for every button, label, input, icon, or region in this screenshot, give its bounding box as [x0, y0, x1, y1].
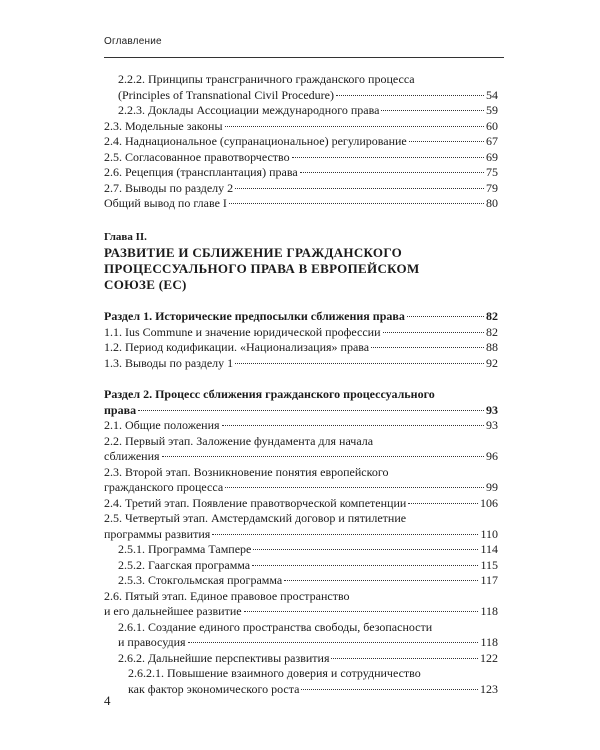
toc-entry: [104, 434, 498, 465]
dot-leader: [383, 332, 485, 333]
toc-entry-text: как фактор экономического роста: [128, 681, 300, 696]
toc-entry-row: [104, 119, 498, 135]
toc-page-number: 118: [480, 604, 498, 618]
spacer: [104, 371, 498, 387]
running-head: Оглавление: [104, 36, 162, 47]
toc-entry-text: 2.6. Пятый этап. Единое правовое пространство: [104, 588, 350, 603]
toc-entry-text: 1.1. Ius Commune и значение юридической профессии: [104, 324, 381, 339]
toc-entry-text: 2.3. Модельные законы: [104, 118, 223, 133]
dot-leader: [225, 487, 484, 488]
toc-entry-text: 2.4. Третий этап. Появление правотворческой компетенции: [104, 495, 407, 510]
toc-entry-row: [104, 196, 498, 212]
toc-page-number: 82: [486, 324, 498, 339]
toc-entry: [104, 356, 498, 372]
toc-entry: [104, 465, 498, 496]
toc-entry: [104, 134, 498, 150]
toc-entry-row: [104, 558, 498, 574]
dot-leader: [331, 658, 478, 659]
dot-leader: [235, 363, 484, 364]
toc-entry-text: 2.5. Четвертый этап. Амстердамский договор и пятилетние: [104, 511, 407, 525]
toc-page-number: 93: [486, 418, 498, 432]
toc-page-number: 88: [486, 340, 498, 354]
toc-entry-row: [104, 542, 498, 558]
toc-entry-text: гражданского процесса: [104, 480, 224, 494]
toc-entry: [104, 119, 498, 135]
toc-page-number: 92: [486, 355, 498, 370]
dot-leader: [336, 95, 484, 96]
chapter-title-line: РАЗВИТИЕ И СБЛИЖЕНИЕ ГРАЖДАНСКОГО: [104, 245, 402, 260]
dot-leader: [408, 503, 478, 504]
toc-entry-row: [104, 356, 498, 372]
toc-entry-row: [104, 340, 498, 356]
toc-entry-text: 2.5.2. Гаагская программа: [118, 557, 251, 572]
table-of-contents: [104, 72, 498, 697]
toc-entry-text: Раздел 1. Исторические предпосылки сближения права: [104, 309, 405, 323]
toc-page-number: 122: [480, 650, 498, 665]
toc-entry-row: [104, 604, 498, 620]
dot-leader: [381, 110, 484, 111]
toc-group-section-2: [104, 387, 498, 697]
toc-entry: [104, 620, 498, 651]
toc-entry: [104, 72, 498, 103]
chapter-label: Глава II.: [104, 230, 147, 243]
toc-entry: [104, 325, 498, 341]
toc-entry-row: [104, 682, 498, 698]
toc-entry-text: 2.3. Второй этап. Возникновение понятия европейского: [104, 464, 389, 479]
toc-entry: [104, 340, 498, 356]
toc-entry-text: и его дальнейшее развитие: [104, 604, 242, 618]
toc-entry-row: [104, 635, 498, 651]
toc-entry-row: [104, 449, 498, 465]
dot-leader: [188, 642, 479, 643]
chapter-title: [104, 245, 498, 293]
toc-entry: [104, 589, 498, 620]
toc-page-number: 75: [486, 165, 498, 179]
toc-entry-text: Общий вывод по главе I: [104, 196, 227, 210]
toc-entry-row: [104, 418, 498, 434]
dot-leader: [138, 410, 484, 411]
header-rule: [104, 57, 504, 58]
toc-page-number: 67: [486, 134, 498, 148]
toc-entry: [104, 196, 498, 212]
toc-entry-text: (Principles of Transnational Civil Procedure): [118, 87, 334, 102]
toc-entry: [104, 511, 498, 542]
toc-entry-row: [104, 403, 498, 419]
dot-leader: [252, 565, 478, 566]
toc-entry-text: 2.6.2. Дальнейшие перспективы развития: [118, 650, 330, 665]
spacer: [104, 293, 498, 309]
toc-entry-row: [104, 309, 498, 325]
dot-leader: [409, 141, 484, 142]
toc-entry-text: 2.5. Согласованное правотворчество: [104, 149, 290, 164]
toc-entry-row: [104, 573, 498, 589]
toc-page-number: 54: [486, 87, 498, 102]
toc-entry-text: и правосудия: [118, 635, 186, 649]
toc-entry-text: 2.2.2. Принципы трансграничного гражданского процесса: [118, 72, 415, 86]
toc-page-number: 118: [480, 635, 498, 649]
toc-entry: [104, 573, 498, 589]
toc-entry-text: 2.1. Общие положения: [104, 418, 220, 432]
toc-entry-text: права: [104, 402, 137, 417]
toc-page-number: 80: [486, 196, 498, 210]
toc-page-number: 69: [486, 149, 498, 164]
dot-leader: [229, 203, 484, 204]
toc-entry: [104, 181, 498, 197]
toc-page-number: 96: [486, 449, 498, 463]
dot-leader: [235, 188, 484, 189]
chapter-title-line: СОЮЗЕ (ЕС): [104, 277, 187, 292]
toc-page-number: 93: [486, 402, 498, 417]
toc-page-number: 79: [486, 180, 498, 195]
toc-page-number: 114: [480, 542, 498, 556]
toc-entry: [104, 418, 498, 434]
toc-page-number: 99: [486, 480, 498, 494]
toc-entry-text: 2.6.2.1. Повышение взаимного доверия и сотрудничество: [128, 666, 421, 680]
toc-entry-row: [104, 527, 498, 543]
toc-entry-row: [104, 325, 498, 341]
toc-entry: [104, 387, 498, 418]
toc-entry-row: [104, 103, 498, 119]
toc-entry: [104, 496, 498, 512]
toc-entry-text: сближения: [104, 449, 160, 463]
toc-entry-row: [104, 651, 498, 667]
toc-entry-text: 2.6. Рецепция (трансплантация) права: [104, 165, 298, 179]
toc-entry-row: [104, 134, 498, 150]
dot-leader: [253, 549, 478, 550]
toc-entry-text: 2.2.3. Доклады Ассоциации международного права: [118, 103, 380, 117]
toc-entry-text: программы развития: [104, 526, 211, 541]
dot-leader: [222, 425, 484, 426]
dot-leader: [162, 456, 484, 457]
toc-entry-row: [104, 150, 498, 166]
dot-leader: [407, 316, 484, 317]
toc-entry: [104, 165, 498, 181]
toc-group-section-1: [104, 309, 498, 371]
toc-page-number: 106: [480, 495, 498, 510]
dot-leader: [244, 611, 479, 612]
toc-page-number: 117: [480, 573, 498, 587]
dot-leader: [284, 580, 478, 581]
chapter-title-line: ПРОЦЕССУАЛЬНОГО ПРАВА В ЕВРОПЕЙСКОМ: [104, 261, 420, 276]
toc-page-number: 123: [480, 681, 498, 696]
dot-leader: [212, 534, 478, 535]
dot-leader: [225, 126, 485, 127]
toc-entry-text: 2.6.1. Создание единого пространства свободы, безопасности: [118, 619, 433, 634]
toc-entry: [104, 150, 498, 166]
toc-entry: [104, 651, 498, 667]
dot-leader: [371, 347, 484, 348]
toc-entry-text: 2.5.3. Стокгольмская программа: [118, 573, 283, 587]
toc-entry: [104, 542, 498, 558]
toc-entry: [104, 666, 498, 697]
toc-entry-text: 2.4. Наднациональное (супранациональное) регулирование: [104, 134, 407, 148]
toc-entry-text: 2.2. Первый этап. Заложение фундамента для начала: [104, 433, 374, 448]
dot-leader: [292, 157, 484, 158]
toc-page-number: 59: [486, 103, 498, 117]
toc-entry-row: [104, 88, 498, 104]
dot-leader: [301, 689, 478, 690]
toc-entry-row: [104, 165, 498, 181]
toc-entry-row: [104, 480, 498, 496]
page-number: 4: [104, 693, 111, 708]
toc-entry-text: 1.2. Период кодификации. «Национализация» права: [104, 340, 370, 354]
toc-page-number: 82: [486, 309, 498, 323]
toc-entry-row: [104, 181, 498, 197]
toc-entry-row: [104, 496, 498, 512]
toc-group-top: [104, 72, 498, 212]
toc-entry-text: Раздел 2. Процесс сближения гражданского процессуального: [104, 387, 435, 401]
toc-entry-text: 2.7. Выводы по разделу 2: [104, 180, 234, 195]
toc-entry: [104, 558, 498, 574]
dot-leader: [300, 172, 484, 173]
toc-page-number: 115: [480, 557, 498, 572]
toc-entry-text: 1.3. Выводы по разделу 1: [104, 355, 234, 370]
toc-entry-text: 2.5.1. Программа Тампере: [118, 542, 252, 556]
toc-entry: [104, 309, 498, 325]
toc-entry: [104, 103, 498, 119]
toc-page-number: 60: [486, 118, 498, 133]
toc-page-number: 110: [480, 526, 498, 541]
